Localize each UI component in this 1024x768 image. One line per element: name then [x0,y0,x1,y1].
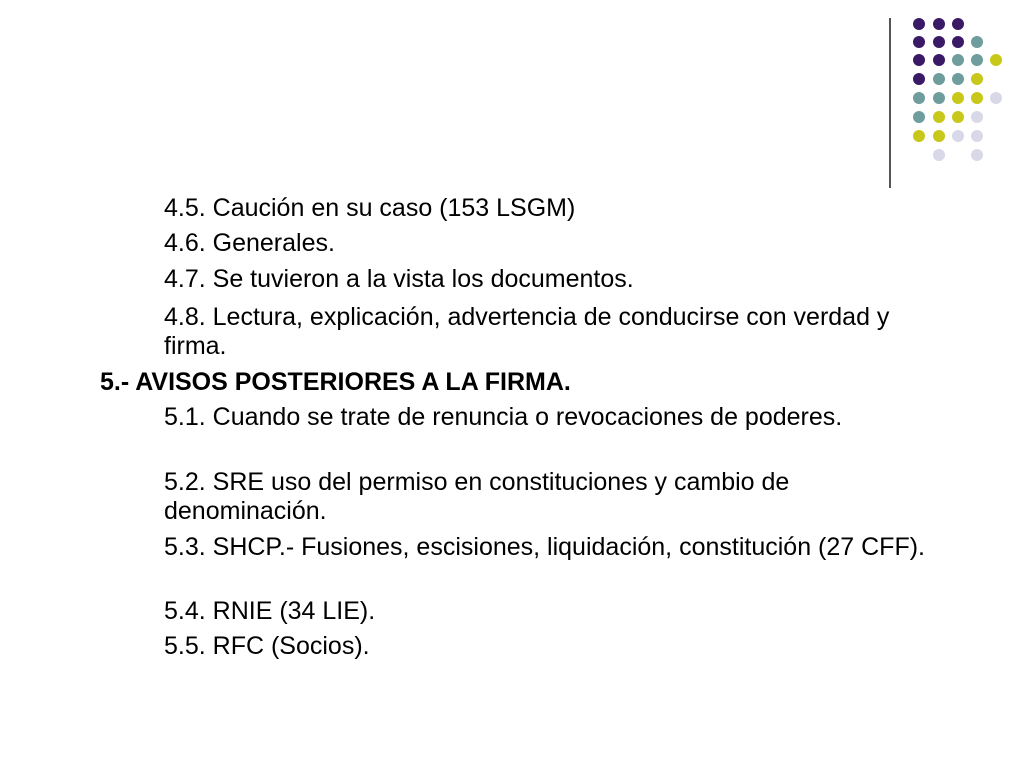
bullet-item-4-7: 4.7. Se tuvieron a la vista los documentos. [164,265,634,293]
decorative-dot [913,54,925,66]
decorative-dot [933,18,945,30]
decorative-dot [971,73,983,85]
decorative-dot [971,130,983,142]
decorative-dot [971,36,983,48]
bullet-item-4-8: 4.8. Lectura, explicación, advertencia de conducirse con verdad y firma. [164,303,890,360]
decorative-dot [913,73,925,85]
decorative-dot [913,92,925,104]
decorative-dot [952,73,964,85]
decorative-dot [990,54,1002,66]
vertical-divider [889,18,891,188]
decorative-dot [952,130,964,142]
bullet-item-5-4: 5.4. RNIE (34 LIE). [164,597,376,625]
bullet-item-4-5: 4.5. Caución en su caso (153 LSGM) [164,194,576,222]
decorative-dot [933,92,945,104]
bullet-item-5-5: 5.5. RFC (Socios). [164,632,370,660]
decorative-dot [952,54,964,66]
decorative-dot [971,92,983,104]
decorative-dot [971,111,983,123]
decorative-dot [990,92,1002,104]
decorative-dot [913,111,925,123]
bullet-item-5-1: 5.1. Cuando se trate de renuncia o revocaciones de poderes. [164,403,843,431]
decorative-dot [971,54,983,66]
decorative-dot [913,130,925,142]
bullet-item-5-3: 5.3. SHCP.- Fusiones, escisiones, liquidación, constitución (27 CFF). [164,533,925,561]
decorative-dot [913,36,925,48]
decorative-dot [971,149,983,161]
decorative-dot-grid [0,0,1024,200]
decorative-dot [913,18,925,30]
bullet-item-4-6: 4.6. Generales. [164,229,335,257]
decorative-dot [933,54,945,66]
decorative-dot [933,130,945,142]
decorative-dot [933,73,945,85]
decorative-dot [952,92,964,104]
decorative-dot [933,111,945,123]
section-heading-5: 5.- AVISOS POSTERIORES A LA FIRMA. [100,368,571,396]
decorative-dot [933,36,945,48]
decorative-dot [952,18,964,30]
decorative-dot [952,111,964,123]
decorative-dot [933,149,945,161]
bullet-item-5-2: 5.2. SRE uso del permiso en constituciones y cambio de denominación. [164,468,790,525]
decorative-dot [952,36,964,48]
